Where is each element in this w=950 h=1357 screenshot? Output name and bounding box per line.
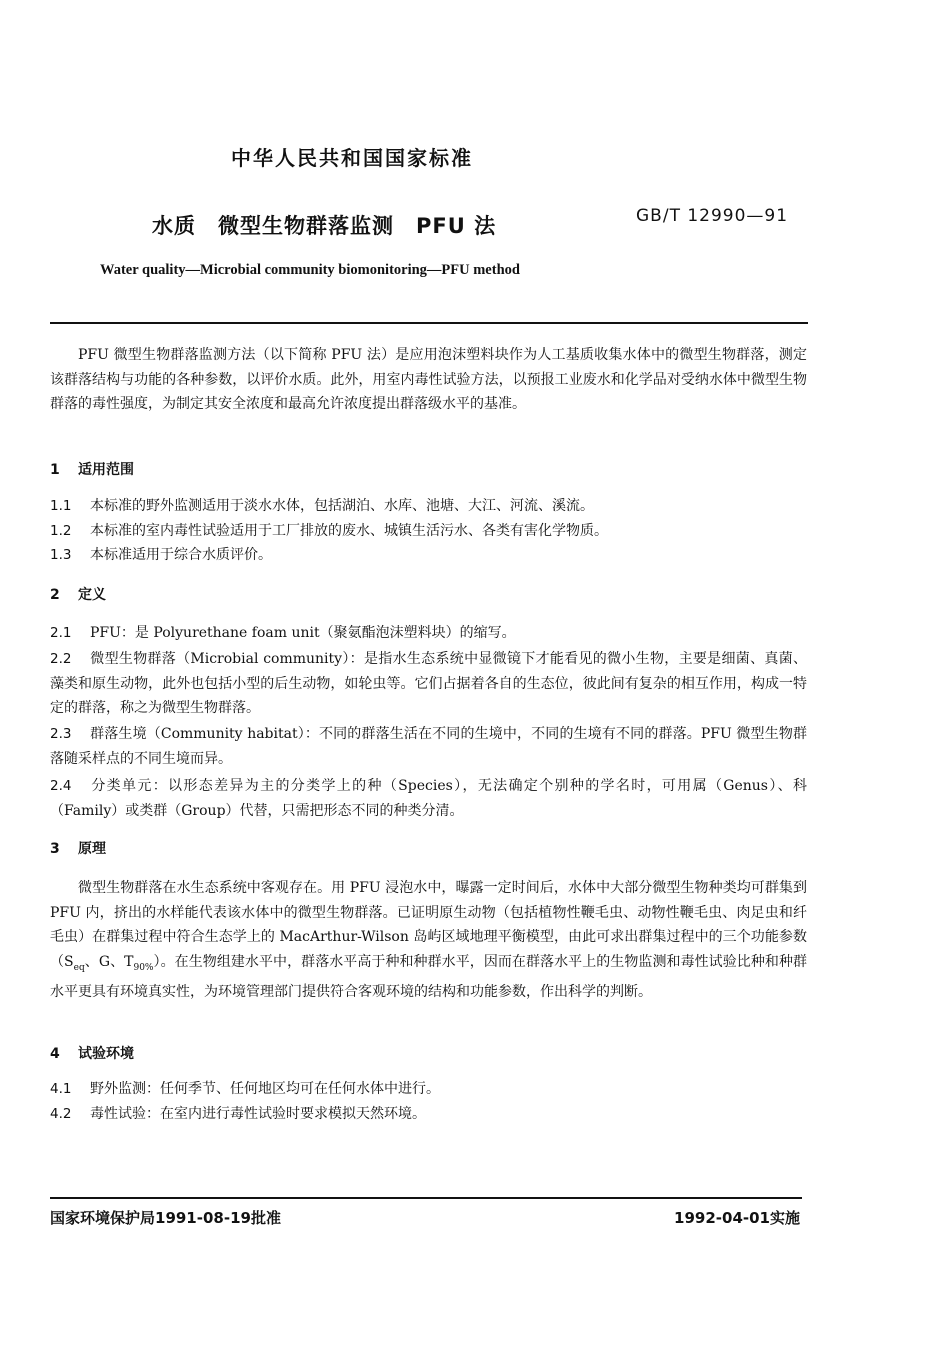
section-2-heading	[50, 584, 106, 604]
clause-text: 本标准的室内毒性试验适用于工厂排放的废水、城镇生活污水、各类有害化学物质。	[90, 523, 608, 539]
footer-divider	[50, 1197, 802, 1199]
clause-4-1	[50, 1077, 807, 1102]
implementation-date: 1992-04-01实施	[674, 1209, 800, 1227]
section-number: 2	[50, 587, 60, 603]
clause-number: 1.3	[50, 547, 72, 563]
national-standard-heading: 中华人民共和国国家标准	[231, 146, 473, 170]
principle-paragraph	[50, 876, 807, 1004]
section-number: 4	[50, 1046, 60, 1062]
clause-2-1	[50, 621, 807, 646]
clause-number: 4.2	[50, 1106, 72, 1122]
subscript-eq: eq	[73, 962, 85, 973]
clause-text: 毒性试验：在室内进行毒性试验时要求模拟天然环境。	[90, 1106, 426, 1122]
standard-number: GB/T 12990—91	[636, 206, 789, 226]
section-title: 定义	[78, 587, 106, 603]
clause-number: 1.2	[50, 523, 72, 539]
clause-2-3	[50, 722, 807, 771]
principle-text-part-1: 微型生物群落在水生态系统中客观存在。用 PFU 浸泡水中，曝露一定时间后，水体中大部分微型生物种类均可群集到 PFU 内，挤出的水样能代表该水体中的微型生物群落。已证明原生动物（包括植物性鞭毛虫、动物性鞭毛虫、肉足虫和纤毛虫）在群集过程中符合生态学上的 MacArthur-Wilson 岛屿区域地理平衡模型，由此可求出群集过程中的三个功能参数（S	[50, 880, 807, 970]
clause-text: 野外监测：任何季节、任何地区均可在任何水体中进行。	[90, 1081, 440, 1097]
subscript-90: 90%	[133, 962, 154, 973]
clause-number: 2.4	[50, 778, 72, 794]
clause-text: 本标准的野外监测适用于淡水水体，包括湖泊、水库、池塘、大江、河流、溪流。	[90, 498, 594, 514]
clause-text: 微型生物群落（Microbial community）：是指水生态系统中显微镜下才能看见的微小生物，主要是细菌、真菌、藻类和原生动物，此外也包括小型的后生动物，如轮虫等。它们占据着各自的生态位，彼此间有复杂的相互作用，构成一特定的群落，称之为微型生物群落。	[50, 651, 807, 716]
clause-2-2	[50, 647, 807, 721]
section-title: 适用范围	[78, 462, 134, 478]
clause-number: 2.3	[50, 726, 72, 742]
clause-1-3	[50, 543, 807, 568]
clause-text: 分类单元：以形态差异为主的分类学上的种（Species），无法确定个别种的学名时，可用属（Genus）、科（Family）或类群（Group）代替，只需把形态不同的种类分清。	[50, 778, 807, 819]
clause-text: PFU：是 Polyurethane foam unit（聚氨酯泡沫塑料块）的缩写。	[90, 625, 516, 641]
clause-1-2	[50, 519, 807, 544]
principle-text-part-3: ）。在生物组建水平中，群落水平高于种和种群水平，因而在群落水平上的生物监测和毒性试验比种和种群水平更具有环境真实性，为环境管理部门提供符合客观环境的结构和功能参数，作出科学的判断。	[50, 953, 807, 1000]
section-1-heading	[50, 459, 134, 479]
section-title: 原理	[78, 841, 106, 857]
section-title: 试验环境	[78, 1046, 134, 1062]
section-3-heading	[50, 838, 106, 858]
clause-4-2	[50, 1102, 807, 1127]
clause-2-4	[50, 774, 807, 823]
clause-1-1	[50, 494, 807, 519]
section-number: 1	[50, 462, 60, 478]
principle-text-part-2: 、G、T	[84, 953, 134, 970]
clause-number: 4.1	[50, 1081, 72, 1097]
section-4-heading	[50, 1043, 134, 1063]
clause-number: 2.2	[50, 651, 72, 667]
approval-info: 国家环境保护局1991-08-19批准	[50, 1209, 281, 1227]
header-divider	[50, 322, 808, 324]
clause-number: 1.1	[50, 498, 72, 514]
intro-paragraph: PFU 微型生物群落监测方法（以下简称 PFU 法）是应用泡沫塑料块作为人工基质收集水体中的微型生物群落，测定该群落结构与功能的各种参数，以评价水质。此外，用室内毒性试验方法，以预报工业废水和化学品对受纳水体中微型生物群落的毒性强度，为制定其安全浓度和最高允许浓度提出群落级水平的基准。	[50, 347, 807, 412]
clause-number: 2.1	[50, 625, 72, 641]
section-number: 3	[50, 841, 60, 857]
document-title-en: Water quality—Microbial community biomonitoring—PFU method	[100, 262, 520, 278]
document-title-cn: 水质 微型生物群落监测 PFU 法	[152, 214, 497, 238]
clause-text: 本标准适用于综合水质评价。	[90, 547, 272, 563]
clause-text: 群落生境（Community habitat）：不同的群落生活在不同的生境中，不同的生境有不同的群落。PFU 微型生物群落随采样点的不同生境而异。	[50, 726, 807, 767]
